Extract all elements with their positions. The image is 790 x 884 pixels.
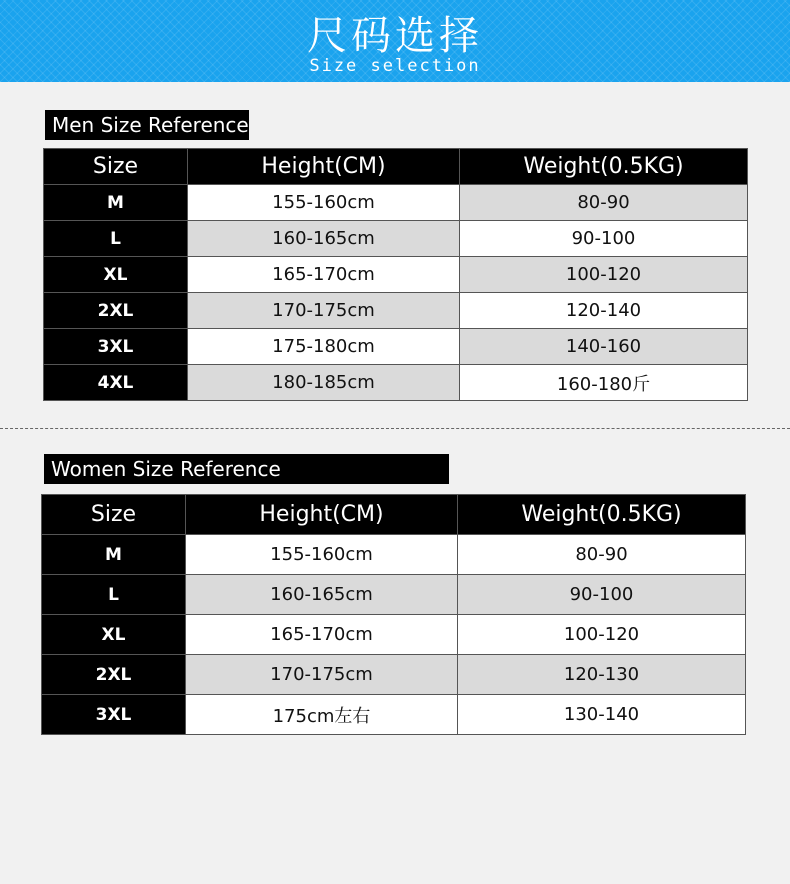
weight-cell: 80-90: [458, 535, 746, 575]
height-cell: 180-185cm: [188, 365, 460, 401]
table-row: [44, 329, 748, 365]
table-header-row: [44, 149, 748, 185]
banner-subtitle: Size selection: [309, 56, 481, 76]
weight-cell: 120-140: [460, 293, 748, 329]
size-cell: XL: [44, 257, 188, 293]
header-weight: Weight(0.5KG): [458, 495, 746, 535]
height-cell: 160-165cm: [186, 575, 458, 615]
men-size-table: [43, 148, 748, 401]
size-cell: XL: [42, 615, 186, 655]
table-row: [42, 575, 746, 615]
table-row: [44, 221, 748, 257]
table-row: [44, 293, 748, 329]
weight-cell: 160-180斤: [460, 365, 748, 401]
height-cell: 165-170cm: [188, 257, 460, 293]
header-weight: Weight(0.5KG): [460, 149, 748, 185]
size-cell: M: [42, 535, 186, 575]
weight-cell: 90-100: [458, 575, 746, 615]
weight-cell: 100-120: [458, 615, 746, 655]
women-size-table: [41, 494, 746, 735]
size-cell: 2XL: [44, 293, 188, 329]
header-height: Height(CM): [186, 495, 458, 535]
size-cell: 4XL: [44, 365, 188, 401]
women-section-label: Women Size Reference: [44, 454, 449, 484]
banner-title: 尺码选择: [307, 13, 483, 59]
table-row: [42, 695, 746, 735]
size-cell: 3XL: [42, 695, 186, 735]
banner: [0, 0, 790, 82]
men-section-label: Men Size Reference: [45, 110, 249, 140]
size-cell: L: [42, 575, 186, 615]
height-cell: 175-180cm: [188, 329, 460, 365]
weight-cell: 120-130: [458, 655, 746, 695]
header-size: Size: [42, 495, 186, 535]
table-row: [42, 535, 746, 575]
weight-cell: 100-120: [460, 257, 748, 293]
height-cell: 160-165cm: [188, 221, 460, 257]
height-cell: 155-160cm: [186, 535, 458, 575]
weight-cell: 90-100: [460, 221, 748, 257]
size-cell: L: [44, 221, 188, 257]
weight-cell: 80-90: [460, 185, 748, 221]
height-cell: 170-175cm: [188, 293, 460, 329]
table-row: [42, 655, 746, 695]
table-row: [44, 185, 748, 221]
table-row: [42, 615, 746, 655]
weight-cell: 140-160: [460, 329, 748, 365]
height-cell: 165-170cm: [186, 615, 458, 655]
height-cell: 175cm左右: [186, 695, 458, 735]
size-cell: 3XL: [44, 329, 188, 365]
size-cell: M: [44, 185, 188, 221]
height-cell: 170-175cm: [186, 655, 458, 695]
table-row: [44, 365, 748, 401]
table-header-row: [42, 495, 746, 535]
header-size: Size: [44, 149, 188, 185]
height-cell: 155-160cm: [188, 185, 460, 221]
section-divider: [0, 428, 790, 429]
header-height: Height(CM): [188, 149, 460, 185]
weight-cell: 130-140: [458, 695, 746, 735]
table-row: [44, 257, 748, 293]
size-cell: 2XL: [42, 655, 186, 695]
